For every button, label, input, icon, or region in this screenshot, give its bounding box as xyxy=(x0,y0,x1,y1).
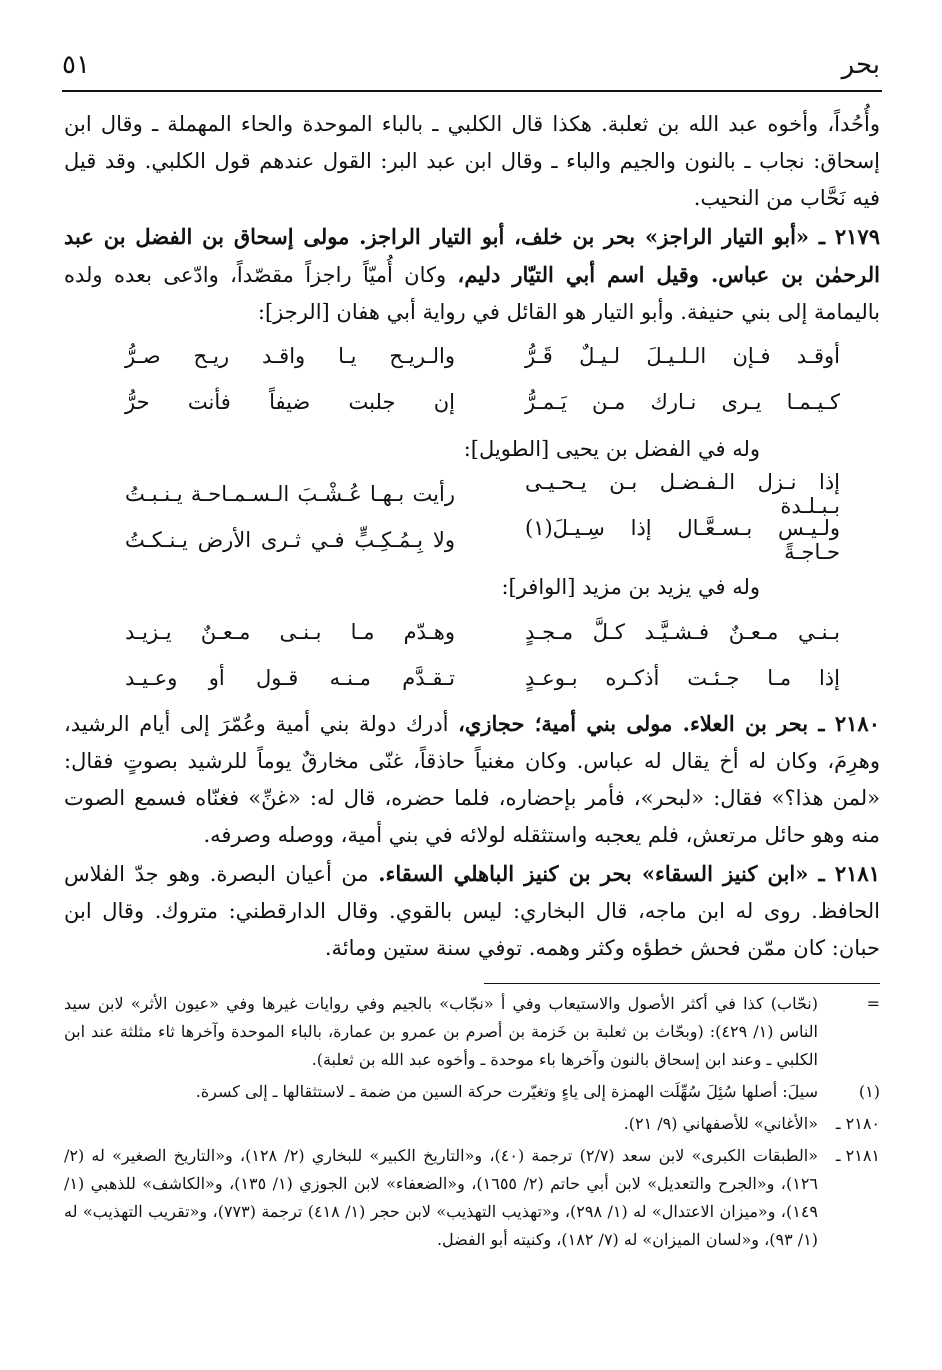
poem-intro: وله في يزيد بن مزيد [الوافر]: xyxy=(501,575,760,599)
verse xyxy=(64,655,880,701)
running-title: بحر xyxy=(841,50,880,80)
footnote-text: (نحّاب) كذا في أكثر الأصول والاستيعاب وفي أ «نجّاب» بالجيم وفي روايات غيرها وفي «عيون الأثر» لابن سيد الناس (١/ ٤٢٩): (وبحّاث بن ثعلبة بن خَزمة بن أصرم بن عمرو بن عمارة، بالباء الموحدة وآخرها ثاء مثلثة عند ابن الكلبي ـ وعند ابن إسحاق بالنون وآخرها باء موحدة ـ وأخوه عبد الله بن ثعلبة). xyxy=(64,994,818,1069)
verse-second-hemistich: رأيت بـهـا عُـشْـبَ الـسـمـاحـة يـنـبـتُ xyxy=(125,482,455,506)
verse-first-hemistich: كـيـمـا يـرى نـارك مـن يَـمـرُّ xyxy=(525,390,840,414)
entry-2180-text: أدرك دولة بني أمية وعُمّرَ إلى أيام الرشيد، وهرِمَ، وكان له أخ يقال له عباس. وكان مغنياً حاذقاً، غنّى مخارقٌ يوماً للرشيد بصوتٍ فقال: «لمن هذا؟» فقال: «لبحر»، فأمر بإحضاره، فلما حضره، قال له: «غنِّ» فغنّاه فسمع الصوت منه وهو حائل مرتعش، فلم يعجبه واستثقله لولائه في بني أمية، ووصله وصرفه. xyxy=(64,712,880,847)
footnote-text: «الطبقات الكبرى» لابن سعد (٢/٧) ترجمة (٤٠)، و«التاريخ الكبير» للبخاري (٢/ ١٢٨)، و«التاريخ الصغير» له (٢/ ١٢٦)، و«الجرح والتعديل» لابن أبي حاتم (٢/ ١٦٥٥)، و«الضعفاء» لابن الجوزي (١/ ١٣٥)، و«الكاشف» للذهبي (١/ ١٤٩)، و«ميزان الاعتدال» له (١/ ٢٩٨)، و«تهذيب التهذيب» لابن حجر (١/ ٤١٨) ترجمة (٧٧٣)، و«تقريب التهذيب» له (١/ ٩٣)، و«لسان الميزان» له (٧/ ١٨٢)، وكنيته أبو الفضل. xyxy=(64,1146,819,1249)
footnote xyxy=(64,1142,880,1254)
poem-tawil xyxy=(64,471,880,563)
verse-first-hemistich: أوقـد فـإن الـلـيـلَ لـيـلٌ قَـرُّ xyxy=(525,344,840,368)
verse-first-hemistich: ولـيـس بـسـعَّـال إذا سِـيـلَ(١) حـاجـةً xyxy=(525,516,840,564)
verse-first-hemistich: بـنـي مـعـنٌ فـشـيَّـد كـلَّ مـجـدٍ xyxy=(525,620,840,644)
verse-second-hemistich: وهـدّم مـا بـنـى مـعـنٌ يـزيـد xyxy=(125,620,455,644)
verse-second-hemistich: والـريـح يـا واقـد ريـح صـرُّ xyxy=(125,344,455,368)
footnote xyxy=(64,1078,880,1106)
footnote-text: سيلَ: أصلها سُئِلَ سُهِّلَت الهمزة إلى ياءٍ وتغيّرت حركة السين من ضمة ـ لاستثقالها ـ إلى كسرة. xyxy=(195,1082,818,1101)
verse-first-hemistich: إذا مـا جـئـت أذكـره بـوعـدٍ xyxy=(525,666,840,690)
verse-second-hemistich: ولا بِـمُـكِـبٍّ فـي ثـرى الأرض يـنـكـتُ xyxy=(125,528,455,552)
entry-2179 xyxy=(64,218,880,331)
verse xyxy=(64,471,880,517)
verse xyxy=(64,609,880,655)
verse-first-hemistich: إذا نـزل الـفـضـل بـن يـحـيـى بـبـلـدة xyxy=(525,470,840,518)
footnote xyxy=(64,1110,880,1138)
verse xyxy=(64,379,880,425)
poem-rajaz xyxy=(64,333,880,425)
poem-wafir xyxy=(64,609,880,701)
footnote-label: ٢١٨٠ ـ xyxy=(835,1114,880,1133)
footnote-label: ٢١٨١ ـ xyxy=(835,1146,880,1165)
footnote-label: = xyxy=(866,994,880,1013)
footnote xyxy=(64,990,880,1074)
entry-2180 xyxy=(64,705,880,854)
poem-intro: وله في الفضل بن يحيى [الطويل]: xyxy=(463,437,760,461)
verse xyxy=(64,517,880,563)
continuation-paragraph: وأُحُداً، وأخوه عبد الله بن ثعلبة. هكذا قال الكلبي ـ بالباء الموحدة والحاء المهملة ـ وقال ابن إسحاق: نجاب ـ بالنون والجيم والباء ـ وقال ابن عبد البر: القول عندهم قول الكلبي. وقد قيل فيه نَحَّاب من النحيب. xyxy=(64,112,880,210)
entry-2179-heading: ٢١٧٩ ـ «أبو التيار الراجز» بحر بن خلف، أبو التيار الراجز. مولى إسحاق بن الفضل بن عبد الرحمٰن بن عباس. وقيل اسم أبي التيّار دليم، xyxy=(64,224,880,287)
entry-2181-heading: ٢١٨١ ـ «ابن كنيز السقاء» بحر بن كنيز الباهلي السقاء. xyxy=(378,861,880,886)
verse xyxy=(64,333,880,379)
footnote-text: «الأغاني» للأصفهاني (٩/ ٢١). xyxy=(623,1114,818,1133)
footnote-rule xyxy=(484,983,880,984)
entry-2181 xyxy=(64,855,880,967)
footnotes xyxy=(64,990,880,1258)
entry-2179-text: وكان أُميّاً راجزاً مقصّداً، وادّعى بعده ولده باليمامة إلى بني حنيفة. وأبو التيار هو القائل في رواية أبي هفان [الرجز]: xyxy=(64,263,880,324)
verse-second-hemistich: إن جلبت ضيفاً فأنت حرُّ xyxy=(125,390,455,414)
page-number: ٥١ xyxy=(62,50,90,80)
verse-second-hemistich: تـقـدَّم مـنـه قـول أو وعـيـد xyxy=(125,666,455,690)
main-text xyxy=(64,106,880,967)
page-header xyxy=(62,46,880,86)
header-rule xyxy=(62,90,882,92)
entry-2181-text: من أعيان البصرة. وهو جدّ الفلاس الحافظ. روى له ابن ماجه، قال البخاري: ليس بالقوي. وقال الدارقطني: متروك. وقال ابن حبان: كان ممّن فحش خطؤه وكثر وهمه. توفي سنة ستين ومائة. xyxy=(64,862,880,960)
entry-2180-heading: ٢١٨٠ ـ بحر بن العلاء. مولى بني أمية؛ حجازي، xyxy=(458,711,880,736)
footnote-label: (١) xyxy=(858,1082,880,1101)
